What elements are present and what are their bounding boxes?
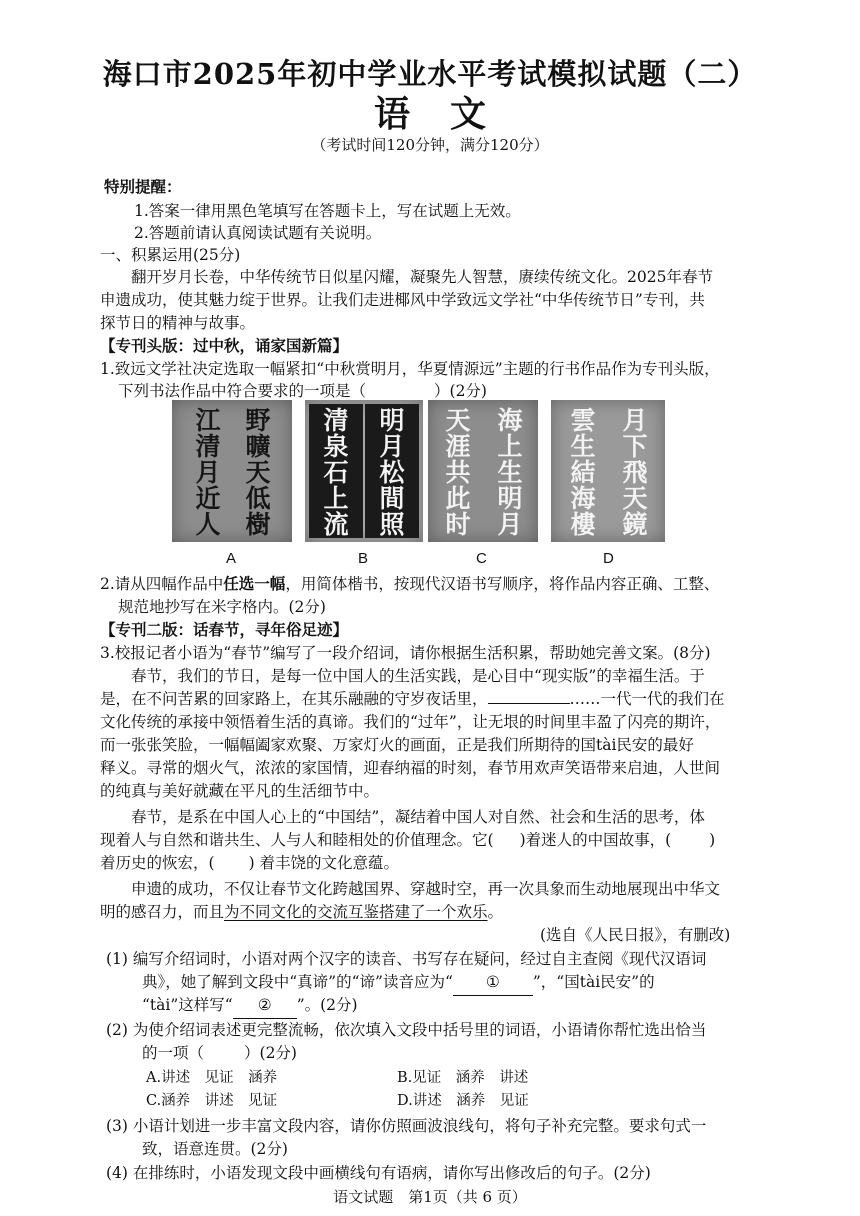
passage-line: 文化传统的承接中领悟着生活的真谛。我们的“过年”，让无垠的时间里丰盈了闪亮的期许， [100, 713, 721, 731]
artwork-label-b: B [358, 550, 369, 567]
subquestion-1: (1) 编写介绍词时，小语对两个汉字的读音、书写存在疑问，经过自主查阅《现代汉语词 [106, 950, 707, 968]
section-heading: 一、积累运用(25分) [100, 246, 241, 264]
intro-line: 探节日的精神与故事。 [100, 314, 256, 332]
passage-line: 春节，我们的节日，是每一位中国人的生活实践，是心目中“现实版”的幸福生活。于 [131, 667, 705, 685]
question-2-line1: 2.请从四幅作品中任选一幅，用简体楷书，按现代汉语书写顺序，将作品内容正确、工整、 [100, 575, 720, 593]
passage-line: 释义。寻常的烟火气，浓浓的家国情，迎春纳福的时刻，春节用欢声笑语带来启迪，人世间 [100, 759, 721, 777]
artwork-label-d: D [603, 550, 614, 567]
intro-line: 翻开岁月长卷，中华传统节日似星闪耀，凝聚先人智慧，赓续传统文化。2025年春节 [131, 268, 713, 286]
calligraphy-a [172, 400, 292, 542]
subquestion-4: (4) 在排练时，小语发现文段中画横线句有语病，请你写出修改后的句子。(2分) [106, 1164, 651, 1182]
page-footer: 语文试题 第1页（共 6 页） [333, 1188, 527, 1206]
notice-item: 1.答案一律用黑色笔填写在答题卡上，写在试题上无效。 [134, 202, 521, 220]
option-a: A.讲述 见证 涵养 [146, 1070, 278, 1086]
passage-line: 申遗的成功，不仅让春节文化跨越国界、穿越时空，再一次具象而生动地展现出中华文 [131, 880, 721, 898]
calligraphy-d [551, 400, 665, 542]
passage-line: 明的感召力，而且为不同文化的交流互鉴搭建了一个欢乐。 [100, 903, 504, 921]
intro-line: 申遗成功，使其魅力绽于世界。让我们走进椰风中学致远文学社“中华传统节日”专刊，共 [100, 291, 705, 309]
passage-line: 着历史的恢宏，( ) 着丰饶的文化意蕴。 [100, 854, 400, 872]
notice-item: 2.答题前请认真阅读试题有关说明。 [134, 224, 382, 242]
option-d: D.讲述 涵养 见证 [397, 1093, 529, 1109]
calligraphy-c [428, 400, 538, 542]
fill-blank [488, 703, 570, 704]
passage-line: 现着人与自然和谐共生、人与人和睦相处的价值理念。它( )着迷人的中国故事，( ) [100, 831, 716, 849]
question-1-line2: 下列书法作品中符合要求的一项是（ ）(2分) [118, 382, 487, 400]
subquestion-2: (2) 为使介绍词表述更完整流畅，依次填入文段中括号里的词语，小语请你帮忙选出恰当 [106, 1021, 707, 1039]
question-2-line2: 规范地抄写在米字格内。(2分) [118, 598, 326, 616]
subquestion-1-line2: 典》，她了解到文段中“真谛”的“谛”读音应为“ ① ”，“国tài民安”的 [142, 969, 655, 996]
calligraphy-column: 明 月 松 間 照 [379, 406, 405, 539]
source-note: (选自《人民日报》，有删改) [540, 926, 731, 944]
calligraphy-b [305, 400, 423, 542]
underlined-sentence: 为不同文化的交流互鉴搭建了一个欢乐 [224, 903, 488, 921]
exam-title: 海口市2025年初中学业水平考试模拟试题（二） [102, 57, 758, 91]
answer-blank: ① [453, 969, 533, 996]
subquestion-3: (3) 小语计划进一步丰富文段内容，请你仿照画波浪线句，将句子补充完整。要求句式一 [106, 1117, 707, 1135]
option-c: C.涵养 讲述 见证 [146, 1093, 278, 1109]
subquestion-2-line2: 的一项（ ）(2分) [142, 1044, 297, 1062]
subject-title: 语文 [373, 93, 526, 135]
passage-line: 而一张张笑脸，一幅幅阖家欢聚、万家灯火的画面，正是我们所期待的国tài民安的最好 [100, 736, 694, 754]
calligraphy-column: 清 泉 石 上 流 [323, 406, 349, 539]
calligraphy-column: 月 下 飛 天 鏡 [622, 406, 648, 539]
issue2-heading: 【专刊二版：话春节，寻年俗足迹】 [100, 621, 349, 639]
calligraphy-column: 江 清 月 近 人 [195, 406, 221, 539]
subquestion-1-line3: “tài”这样写“ ② ”。(2分) [142, 992, 358, 1019]
artwork-label-a: A [226, 550, 237, 567]
passage-line: 的纯真与美好就藏在平凡的生活细节中。 [100, 782, 380, 800]
artwork-label-c: C [476, 550, 487, 567]
question-3-stem: 3.校报记者小语为“春节”编写了一段介绍词，请你根据生活积累，帮助她完善文案。(8分) [100, 644, 711, 662]
calligraphy-column: 野 曠 天 低 樹 [245, 406, 271, 539]
option-b: B.见证 涵养 讲述 [397, 1070, 529, 1086]
issue1-heading: 【专刊头版：过中秋，诵家国新篇】 [100, 337, 349, 355]
subquestion-3-line2: 致，语意连贯。(2分) [142, 1140, 288, 1158]
passage-line: 春节，是系在中国人心上的“中国结”，凝结着中国人对自然、社会和生活的思考，体 [131, 808, 705, 826]
calligraphy-column: 海 上 生 明 月 [497, 406, 523, 539]
notice-heading: 特别提醒： [104, 178, 182, 196]
passage-line: 是，在不问苦累的回家路上，在其乐融融的守岁夜话里， ……一代一代的我们在 [100, 690, 725, 708]
exam-info: （考试时间120分钟，满分120分） [311, 136, 549, 154]
calligraphy-column: 天 涯 共 此 时 [445, 406, 471, 539]
answer-blank: ② [233, 992, 297, 1019]
calligraphy-column: 雲 生 結 海 樓 [570, 406, 596, 539]
question-1-line1: 1.致远文学社决定选取一幅紧扣“中秋赏明月，华夏情源远”主题的行书作品作为专刊头版， [100, 360, 720, 378]
